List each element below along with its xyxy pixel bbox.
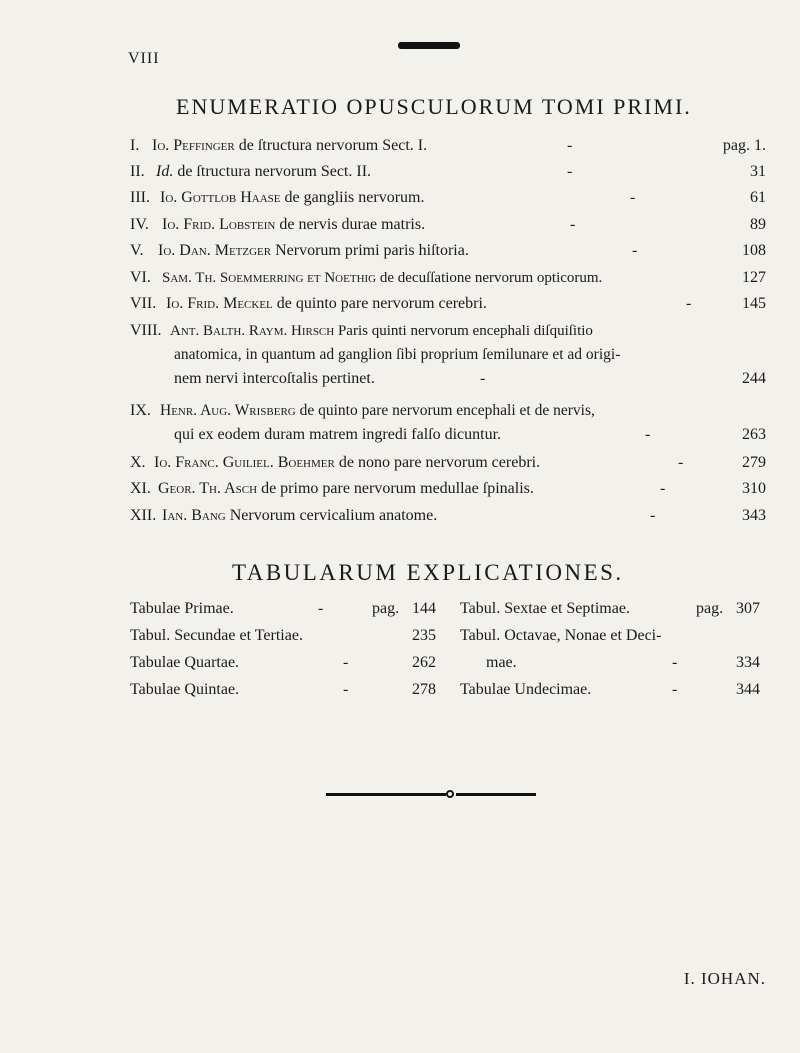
entry-dash: - bbox=[650, 507, 656, 524]
entry-author: Sam. Th. Soemmerring et Noethig bbox=[162, 270, 377, 286]
entry-author: Id. bbox=[156, 163, 174, 180]
entry-author: Ant. Balth. Raym. Hirsch bbox=[170, 323, 335, 339]
bleed-through-text bbox=[140, 80, 144, 100]
entry-page: 244 bbox=[742, 370, 766, 387]
entry-dash: - bbox=[678, 454, 684, 471]
tabula-label: Tabul. Sextae et Septimae. bbox=[460, 600, 630, 617]
entry-number: VII. bbox=[130, 295, 157, 312]
tabula-page: 235 bbox=[412, 627, 436, 644]
entry-title: de primo pare nervorum medullae ſpinalis. bbox=[261, 480, 534, 497]
entry-page: 1. bbox=[754, 137, 766, 154]
entry-title: de decuſſatione nervorum opticorum. bbox=[379, 270, 603, 286]
entry-author: Io. Dan. Metzger bbox=[158, 242, 272, 259]
entry-title: de nervis durae matris. bbox=[279, 216, 426, 233]
entry-number: VI. bbox=[130, 269, 151, 286]
entry-title: de nono pare nervorum cerebri. bbox=[338, 454, 541, 471]
page-label: pag. bbox=[696, 600, 724, 617]
entry-dash: - bbox=[570, 216, 576, 233]
entry-number: XII. bbox=[130, 507, 157, 524]
entry-number: III. bbox=[130, 189, 150, 206]
entry-author: Henr. Aug. Wrisberg bbox=[160, 402, 296, 419]
tabula-label: mae. bbox=[486, 654, 517, 671]
tabula-page: 307 bbox=[736, 600, 760, 617]
entry-number: X. bbox=[130, 454, 146, 471]
entry-page: 61 bbox=[750, 189, 766, 206]
tabula-page: 144 bbox=[412, 600, 436, 617]
entry-title: de ſtructura nervorum Sect. II. bbox=[177, 163, 372, 180]
entry-number: XI. bbox=[130, 480, 151, 497]
tabula-page: 278 bbox=[412, 681, 436, 698]
entry-author: Io. Frid. Lobstein bbox=[162, 216, 276, 233]
entry-continuation: nem nervi intercoſtalis pertinet. bbox=[174, 370, 375, 387]
entry-page: 310 bbox=[742, 480, 766, 497]
tabula-dash: - bbox=[672, 654, 678, 671]
tabula-dash: - bbox=[343, 681, 349, 698]
entry-page: 263 bbox=[742, 426, 766, 443]
entry-dash: - bbox=[632, 242, 638, 259]
entry-number: VIII. bbox=[130, 322, 162, 339]
entry-title: Nervorum cervicalium anatome. bbox=[229, 507, 438, 524]
entry-page: 127 bbox=[742, 269, 766, 286]
entry-author: Ian. Bang bbox=[162, 507, 226, 524]
toc-entry bbox=[130, 321, 770, 393]
page-label: pag. bbox=[372, 600, 400, 617]
entry-author: Io. Franc. Guiliel. Boehmer bbox=[154, 454, 335, 471]
entry-dash: - bbox=[567, 137, 573, 154]
tabula-dash: - bbox=[672, 681, 678, 698]
tabula-label: Tabulae Quartae. bbox=[130, 654, 240, 671]
entry-number: V. bbox=[130, 242, 144, 259]
entry-title: de quinto pare nervorum encephali et de nervis, bbox=[299, 402, 595, 419]
entry-page: 108 bbox=[742, 242, 766, 259]
entry-dash: - bbox=[480, 370, 486, 387]
tabula-dash: - bbox=[318, 600, 324, 617]
entry-title: de gangliis nervorum. bbox=[284, 189, 425, 206]
entry-page: 343 bbox=[742, 507, 766, 524]
toc-entry bbox=[130, 401, 770, 449]
entry-number: IX. bbox=[130, 402, 151, 419]
tabula-label: Tabul. Octavae, Nonae et Deci- bbox=[460, 627, 662, 644]
entry-author: Io. Peffinger bbox=[152, 137, 235, 154]
tabula-label: Tabulae Quintae. bbox=[130, 681, 240, 698]
entry-page: 279 bbox=[742, 454, 766, 471]
tabula-page: 262 bbox=[412, 654, 436, 671]
entry-dash: - bbox=[660, 480, 666, 497]
entry-title: de quinto pare nervorum cerebri. bbox=[276, 295, 487, 312]
entry-title: Paris quinti nervorum encephali diſquiſitio bbox=[337, 323, 593, 339]
entry-author: Geor. Th. Asch bbox=[158, 480, 258, 497]
divider-ornament bbox=[326, 790, 536, 798]
tabula-page: 344 bbox=[736, 681, 760, 698]
entry-title: de ſtructura nervorum Sect. I. bbox=[238, 137, 428, 154]
entry-continuation: qui ex eodem duram matrem ingredi falſo dicuntur. bbox=[174, 426, 502, 443]
tabularum-title: TABULARUM EXPLICATIONES. bbox=[232, 560, 624, 585]
entry-dash: - bbox=[686, 295, 692, 312]
tabula-label: Tabul. Secundae et Tertiae. bbox=[130, 627, 303, 644]
catchword: I. IOHAN. bbox=[683, 969, 766, 988]
entry-dash: - bbox=[630, 189, 636, 206]
tabula-label: Tabulae Undecimae. bbox=[460, 681, 592, 698]
entry-author: Io. Frid. Meckel bbox=[166, 295, 273, 312]
entry-number: IV. bbox=[130, 216, 149, 233]
page-number: VIII bbox=[128, 50, 160, 67]
entry-dash: - bbox=[567, 163, 573, 180]
tabula-label: Tabulae Primae. bbox=[130, 600, 234, 617]
entry-number: I. bbox=[130, 137, 140, 154]
page-label: pag. bbox=[722, 137, 750, 154]
enumeratio-title: ENUMERATIO OPUSCULORUM TOMI PRIMI. bbox=[176, 94, 692, 119]
tabula-page: 334 bbox=[736, 654, 760, 671]
tabula-dash: - bbox=[343, 654, 349, 671]
header-ornament bbox=[398, 42, 460, 49]
entry-number: II. bbox=[130, 163, 145, 180]
entry-dash: - bbox=[645, 426, 651, 443]
entry-author: Io. Gottlob Haase bbox=[160, 189, 281, 206]
entry-title: Nervorum primi paris hiſtoria. bbox=[275, 242, 469, 259]
entry-page: 89 bbox=[750, 216, 766, 233]
entry-page: 31 bbox=[750, 163, 766, 180]
entry-page: 145 bbox=[742, 295, 766, 312]
entry-continuation: anatomica, in quantum ad ganglion ſibi proprium ſemilunare et ad origi- bbox=[174, 346, 621, 363]
